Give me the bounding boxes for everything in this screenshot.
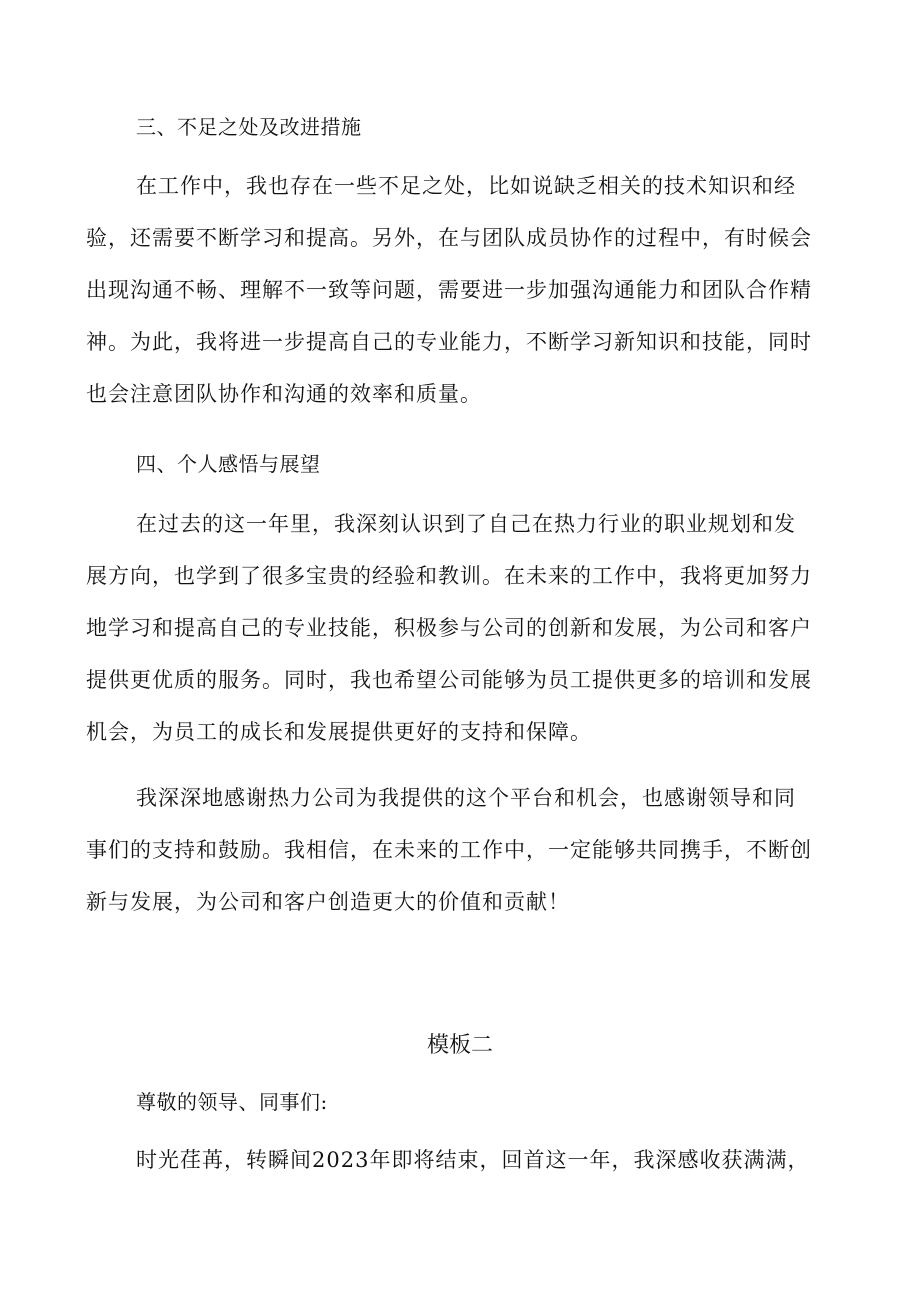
paragraph-line: 提供更优质的服务。同时，我也希望公司能够为员工提供更多的培训和发展	[86, 668, 812, 692]
greeting: 尊敬的领导、同事们:	[136, 1090, 328, 1114]
paragraph-line: 神。为此，我将进一步提高自己的专业能力，不断学习新知识和技能，同时	[86, 330, 812, 354]
paragraph-line: 时光荏苒，转瞬间2023年即将结束，回首这一年，我深感收获满满，	[136, 1148, 810, 1172]
paragraph-line: 展方向，也学到了很多宝贵的经验和教训。在未来的工作中，我将更加努力	[86, 564, 812, 588]
section-heading-4: 四、个人感悟与展望	[136, 452, 321, 476]
section-heading-3: 三、不足之处及改进措施	[136, 115, 362, 139]
template-two-title: 模板二	[426, 1033, 493, 1058]
paragraph-line: 新与发展，为公司和客户创造更大的价值和贡献！	[86, 890, 570, 914]
paragraph-line: 也会注意团队协作和沟通的效率和质量。	[86, 382, 482, 406]
paragraph-line: 在工作中，我也存在一些不足之处，比如说缺乏相关的技术知识和经	[136, 174, 796, 198]
paragraph-line: 验，还需要不断学习和提高。另外，在与团队成员协作的过程中，有时候会	[86, 226, 812, 250]
paragraph-line: 机会，为员工的成长和发展提供更好的支持和保障。	[86, 720, 592, 744]
paragraph-line: 地学习和提高自己的专业技能，积极参与公司的创新和发展，为公司和客户	[86, 616, 812, 640]
paragraph-line: 我深深地感谢热力公司为我提供的这个平台和机会，也感谢领导和同	[136, 786, 796, 810]
paragraph-line: 事们的支持和鼓励。我相信，在未来的工作中，一定能够共同携手，不断创	[86, 838, 812, 862]
paragraph-line: 在过去的这一年里，我深刻认识到了自己在热力行业的职业规划和发	[136, 512, 796, 536]
paragraph-line: 出现沟通不畅、理解不一致等问题，需要进一步加强沟通能力和团队合作精	[86, 278, 812, 302]
